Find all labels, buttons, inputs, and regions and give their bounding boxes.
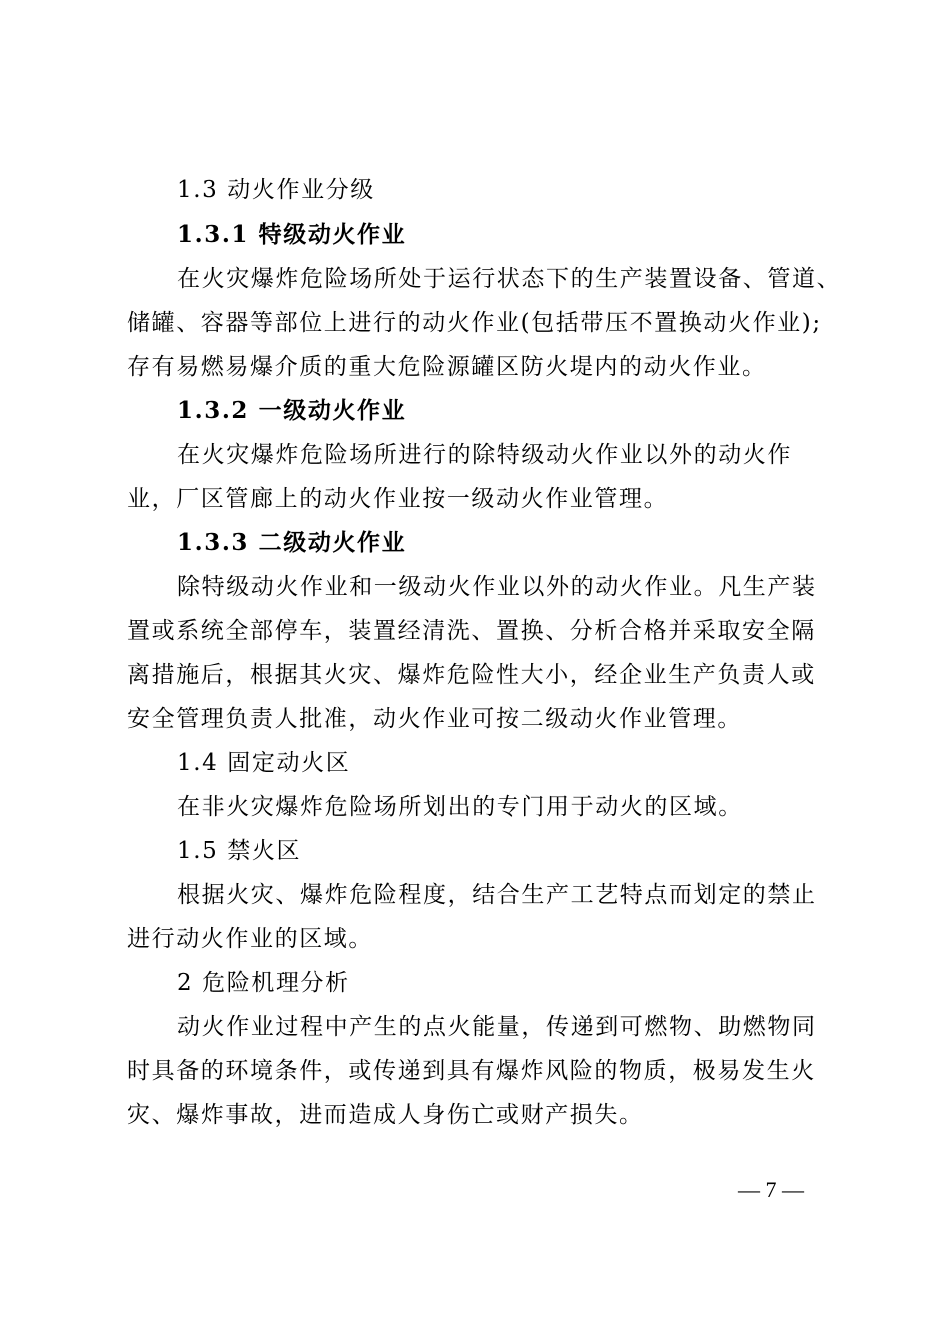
section-1-4-line-1: 在非火灾爆炸危险场所划出的专门用于动火的区域。 xyxy=(177,794,743,820)
section-1-5-line-1: 根据火灾、爆炸危险程度，结合生产工艺特点而划定的禁止 xyxy=(177,882,817,908)
section-1-3-3-line-3: 离措施后，根据其火灾、爆炸危险性大小，经企业生产负责人或 xyxy=(127,662,816,688)
section-2-line-1: 动火作业过程中产生的点火能量，传递到可燃物、助燃物同 xyxy=(177,1014,817,1040)
section-1-3-3-line-1: 除特级动火作业和一级动火作业以外的动火作业。凡生产装 xyxy=(177,574,817,600)
section-1-5-line-2: 进行动火作业的区域。 xyxy=(127,926,373,952)
section-2-heading: 2 危险机理分析 xyxy=(177,970,350,996)
section-1-3-3-heading: 1.3.3 二级动火作业 xyxy=(177,529,407,556)
section-1-4-heading: 1.4 固定动火区 xyxy=(177,750,351,776)
section-1-5-heading: 1.5 禁火区 xyxy=(177,838,302,864)
section-1-3-3-line-4: 安全管理负责人批准，动火作业可按二级动火作业管理。 xyxy=(127,706,742,732)
section-1-3-1-line-1: 在火灾爆炸危险场所处于运行状态下的生产装置设备、管道、 xyxy=(177,266,842,292)
section-1-3-1-line-2: 储罐、容器等部位上进行的动火作业(包括带压不置换动火作业); xyxy=(127,310,822,336)
section-1-3-2-heading: 1.3.2 一级动火作业 xyxy=(177,397,407,424)
page-number: — 7 — xyxy=(738,1177,804,1202)
section-1-3-2-line-2: 业，厂区管廊上的动火作业按一级动火作业管理。 xyxy=(127,486,669,512)
section-2-line-2: 时具备的环境条件，或传递到具有爆炸风险的物质，极易发生火 xyxy=(127,1058,816,1084)
section-1-3-heading: 1.3 动火作业分级 xyxy=(177,177,375,203)
section-1-3-1-line-3: 存有易燃易爆介质的重大危险源罐区防火堤内的动火作业。 xyxy=(127,354,767,380)
section-1-3-2-line-1: 在火灾爆炸危险场所进行的除特级动火作业以外的动火作 xyxy=(177,442,792,468)
section-1-3-1-heading: 1.3.1 特级动火作业 xyxy=(177,221,407,248)
section-2-line-3: 灾、爆炸事故，进而造成人身伤亡或财产损失。 xyxy=(127,1102,644,1128)
section-1-3-3-line-2: 置或系统全部停车，装置经清洗、置换、分析合格并采取安全隔 xyxy=(127,618,816,644)
